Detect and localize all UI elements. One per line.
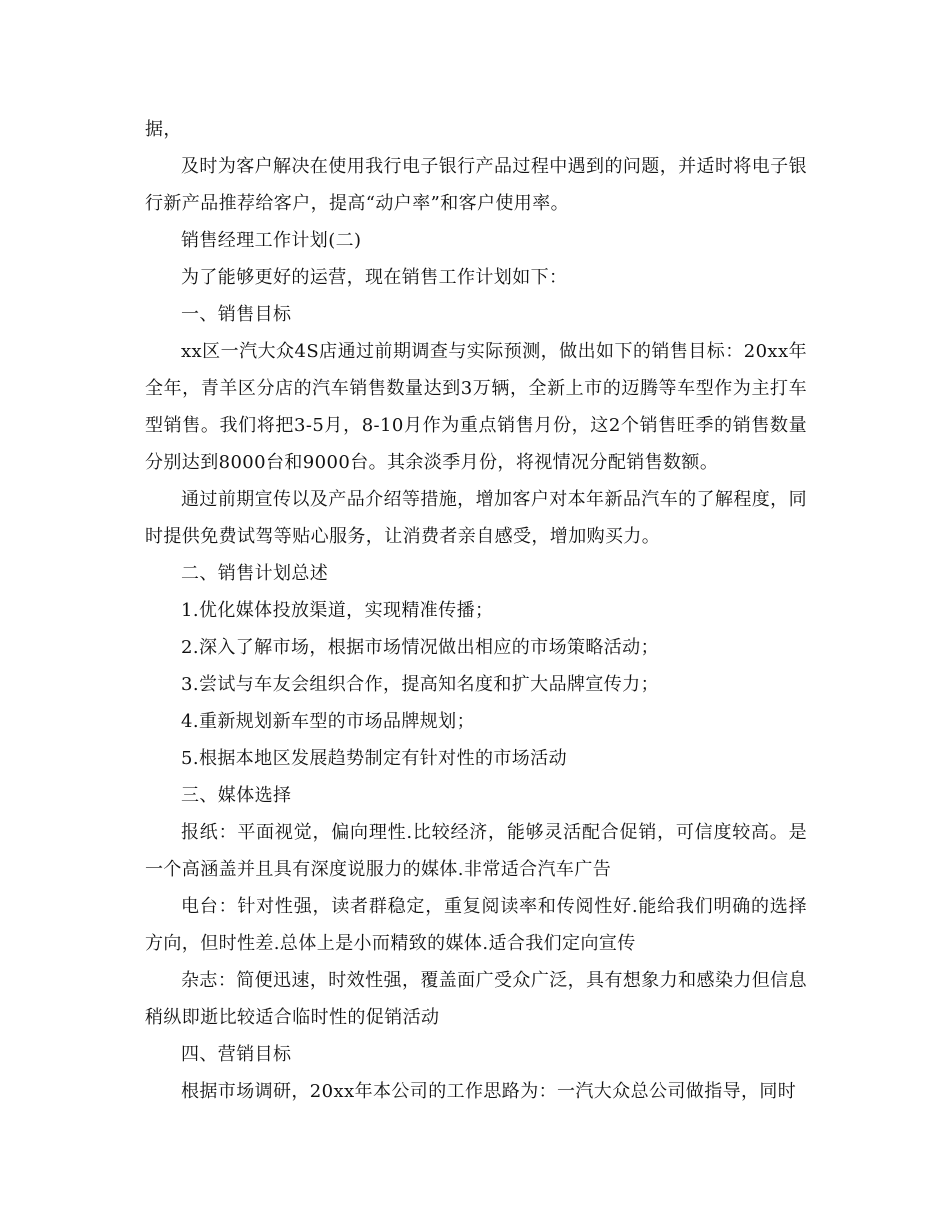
heading-sales-goal: 一、销售目标 xyxy=(181,304,292,325)
list-item-2: 2.深入了解市场，根据市场情况做出相应的市场策略活动； xyxy=(181,637,659,658)
list-item-1: 1.优化媒体投放渠道，实现精准传播； xyxy=(181,600,494,621)
heading-media-selection: 三、媒体选择 xyxy=(181,785,292,806)
section-title-plan-two: 销售经理工作计划(二) xyxy=(181,230,362,251)
paragraph-magazine: 杂志：简便迅速，时效性强，覆盖面广受众广泛，具有想象力和感染力但信息稍纵即逝比较适合临时性的促销活动 xyxy=(145,970,807,1028)
paragraph-newspaper: 报纸：平面视觉，偏向理性.比较经济，能够灵活配合促销，可信度较高。是一个高涵盖并且具有深度说服力的媒体.非常适合汽车广告 xyxy=(145,822,807,880)
paragraph-marketing-goal: 根据市场调研，20xx年本公司的工作思路为：一汽大众总公司做指导，同时 xyxy=(181,1081,797,1102)
paragraph-promotion: 通过前期宣传以及产品介绍等措施，增加客户对本年新品汽车的了解程度，同时提供免费试驾等贴心服务，让消费者亲自感受，增加购买力。 xyxy=(145,489,807,547)
heading-marketing-goal: 四、营销目标 xyxy=(181,1044,292,1065)
document-body xyxy=(145,111,807,1110)
paragraph-sales-goal: xx区一汽大众4S店通过前期调查与实际预测，做出如下的销售目标：20xx年全年，青羊区分店的汽车销售数量达到3万辆，全新上市的迈腾等车型作为主打车型销售。我们将把3-5月，8-10月作为重点销售月份，这2个销售旺季的销售数量分别达到8000台和9000台。其余淡季月份，将视情况分配销售数额。 xyxy=(145,341,807,473)
paragraph-intro: 为了能够更好的运营，现在销售工作计划如下： xyxy=(181,267,568,288)
paragraph-2: 及时为客户解决在使用我行电子银行产品过程中遇到的问题，并适时将电子银行新产品推荐给客户，提高“动户率”和客户使用率。 xyxy=(145,156,807,214)
paragraph-1: 据， xyxy=(145,119,182,140)
paragraph-radio: 电台：针对性强，读者群稳定，重复阅读率和传阅性好.能给我们明确的选择方向，但时性差.总体上是小而精致的媒体.适合我们定向宣传 xyxy=(145,896,807,954)
list-item-3: 3.尝试与车友会组织合作，提高知名度和扩大品牌宣传力； xyxy=(181,674,659,695)
list-item-4: 4.重新规划新车型的市场品牌规划； xyxy=(181,711,475,732)
heading-plan-overview: 二、销售计划总述 xyxy=(181,563,329,584)
list-item-5: 5.根据本地区发展趋势制定有针对性的市场活动 xyxy=(181,748,567,769)
